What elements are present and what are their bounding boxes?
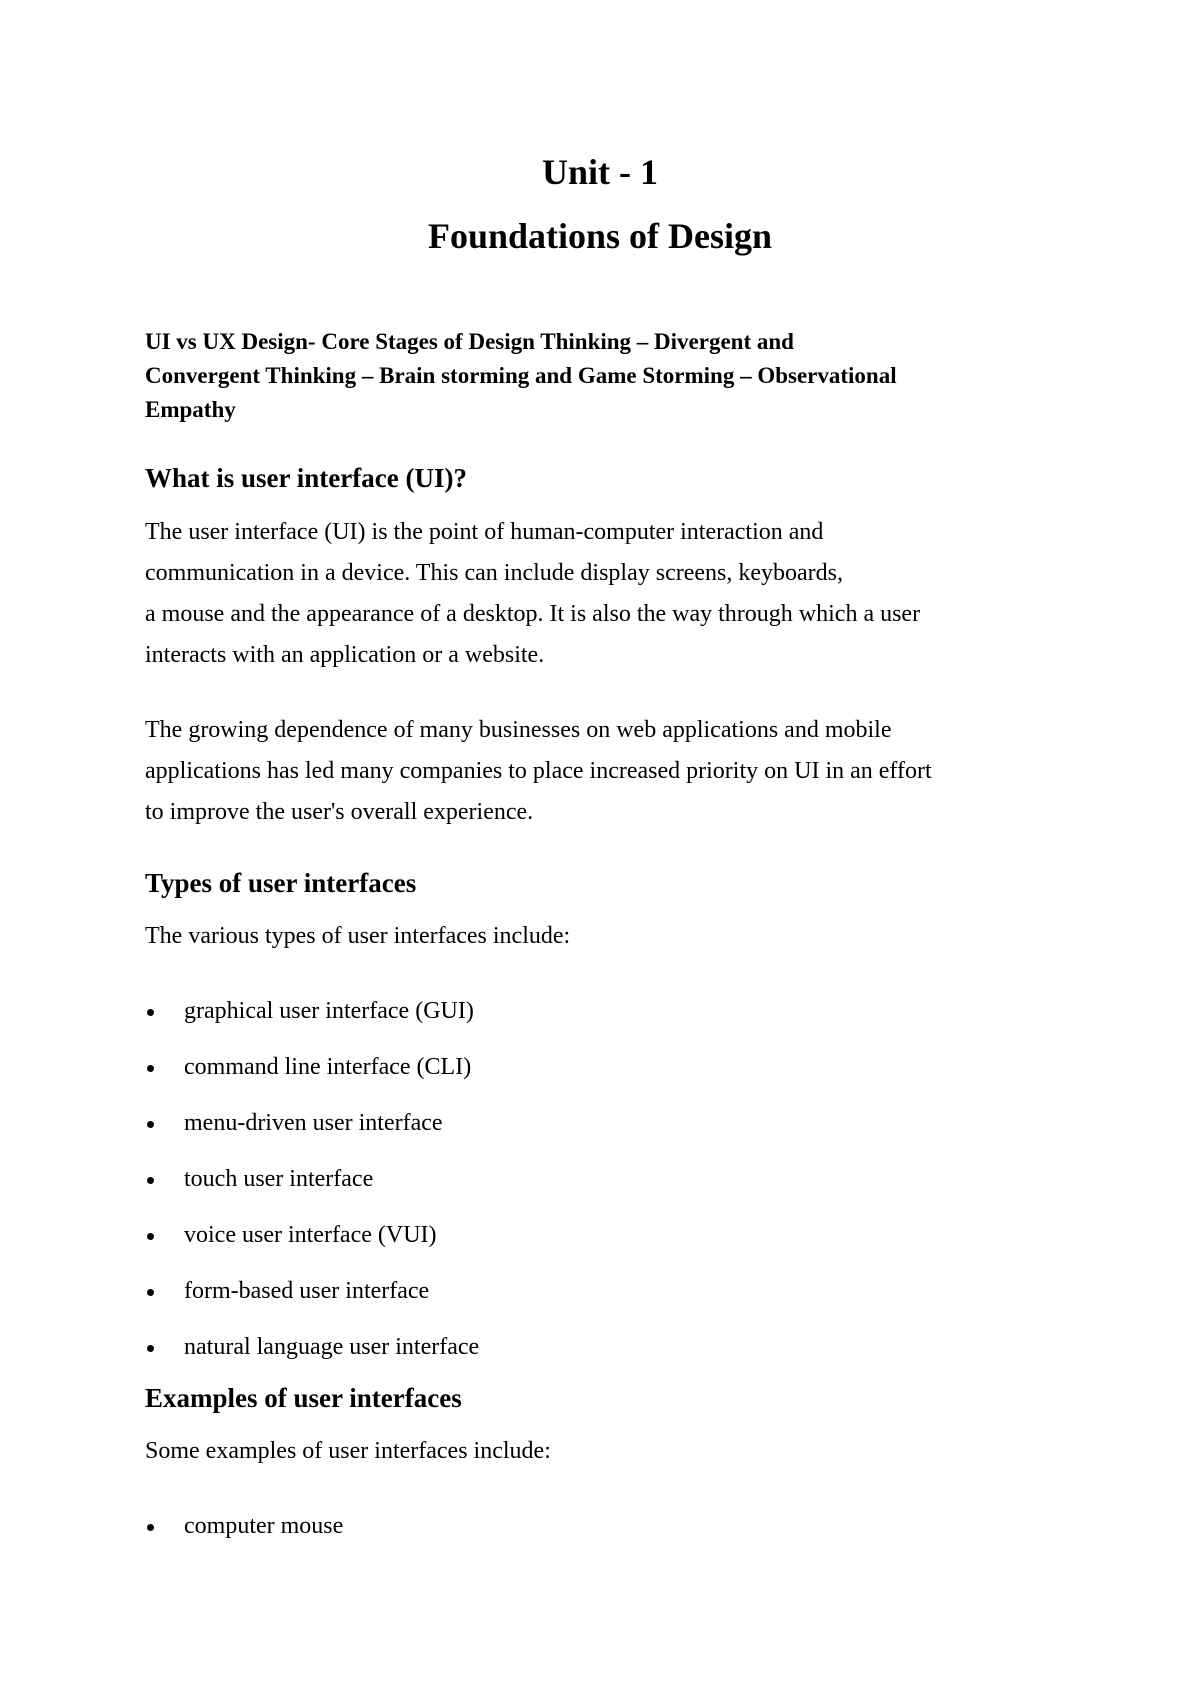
paragraph-ui-importance <box>145 710 1065 833</box>
syllabus-line: Convergent Thinking – Brain storming and Game Storming – Observational <box>145 363 897 388</box>
paragraph-ui-definition <box>145 512 1065 676</box>
paragraph-line: applications has led many companies to place increased priority on UI in an effort <box>145 758 932 784</box>
heading-types-of-ui: Types of user interfaces <box>145 868 417 898</box>
list-item-text: form-based user interface <box>184 1278 430 1304</box>
list-item-text: voice user interface (VUI) <box>184 1222 437 1248</box>
list-item <box>145 994 1065 1050</box>
paragraph-types-intro: The various types of user interfaces include: <box>145 923 571 949</box>
syllabus-topics <box>145 325 1065 427</box>
bullet-icon <box>147 1009 154 1016</box>
list-item-text: computer mouse <box>184 1513 344 1539</box>
list-item-text: graphical user interface (GUI) <box>184 998 474 1024</box>
list-item <box>145 1274 1065 1330</box>
list-item <box>145 1162 1065 1218</box>
paragraph-line: a mouse and the appearance of a desktop. It is also the way through which a user <box>145 601 921 627</box>
paragraph-line: The growing dependence of many businesses on web applications and mobile <box>145 717 892 743</box>
list-ui-examples <box>145 1509 1065 1565</box>
list-item-text: touch user interface <box>184 1166 374 1192</box>
unit-title: Unit - 1 <box>542 152 658 192</box>
syllabus-line: Empathy <box>145 397 236 422</box>
bullet-icon <box>147 1177 154 1184</box>
paragraph-examples-intro: Some examples of user interfaces include: <box>145 1438 551 1464</box>
list-ui-types <box>145 994 1065 1386</box>
heading-what-is-ui: What is user interface (UI)? <box>145 463 467 493</box>
list-item-text: natural language user interface <box>184 1334 480 1360</box>
list-item-text: command line interface (CLI) <box>184 1054 472 1080</box>
paragraph-line: The user interface (UI) is the point of human-computer interaction and <box>145 519 824 545</box>
bullet-icon <box>147 1524 154 1531</box>
list-item <box>145 1218 1065 1274</box>
paragraph-line: communication in a device. This can include display screens, keyboards, <box>145 560 844 586</box>
list-item <box>145 1330 1065 1386</box>
bullet-icon <box>147 1289 154 1296</box>
syllabus-line: UI vs UX Design- Core Stages of Design Thinking – Divergent and <box>145 329 794 354</box>
bullet-icon <box>147 1121 154 1128</box>
paragraph-line: interacts with an application or a website. <box>145 642 545 668</box>
paragraph-line: to improve the user's overall experience. <box>145 799 534 825</box>
bullet-icon <box>147 1345 154 1352</box>
list-item-text: menu-driven user interface <box>184 1110 443 1136</box>
list-item <box>145 1050 1065 1106</box>
list-item <box>145 1509 1065 1565</box>
heading-examples-of-ui: Examples of user interfaces <box>145 1383 462 1413</box>
bullet-icon <box>147 1233 154 1240</box>
list-item <box>145 1106 1065 1162</box>
bullet-icon <box>147 1065 154 1072</box>
unit-subtitle: Foundations of Design <box>427 216 773 256</box>
